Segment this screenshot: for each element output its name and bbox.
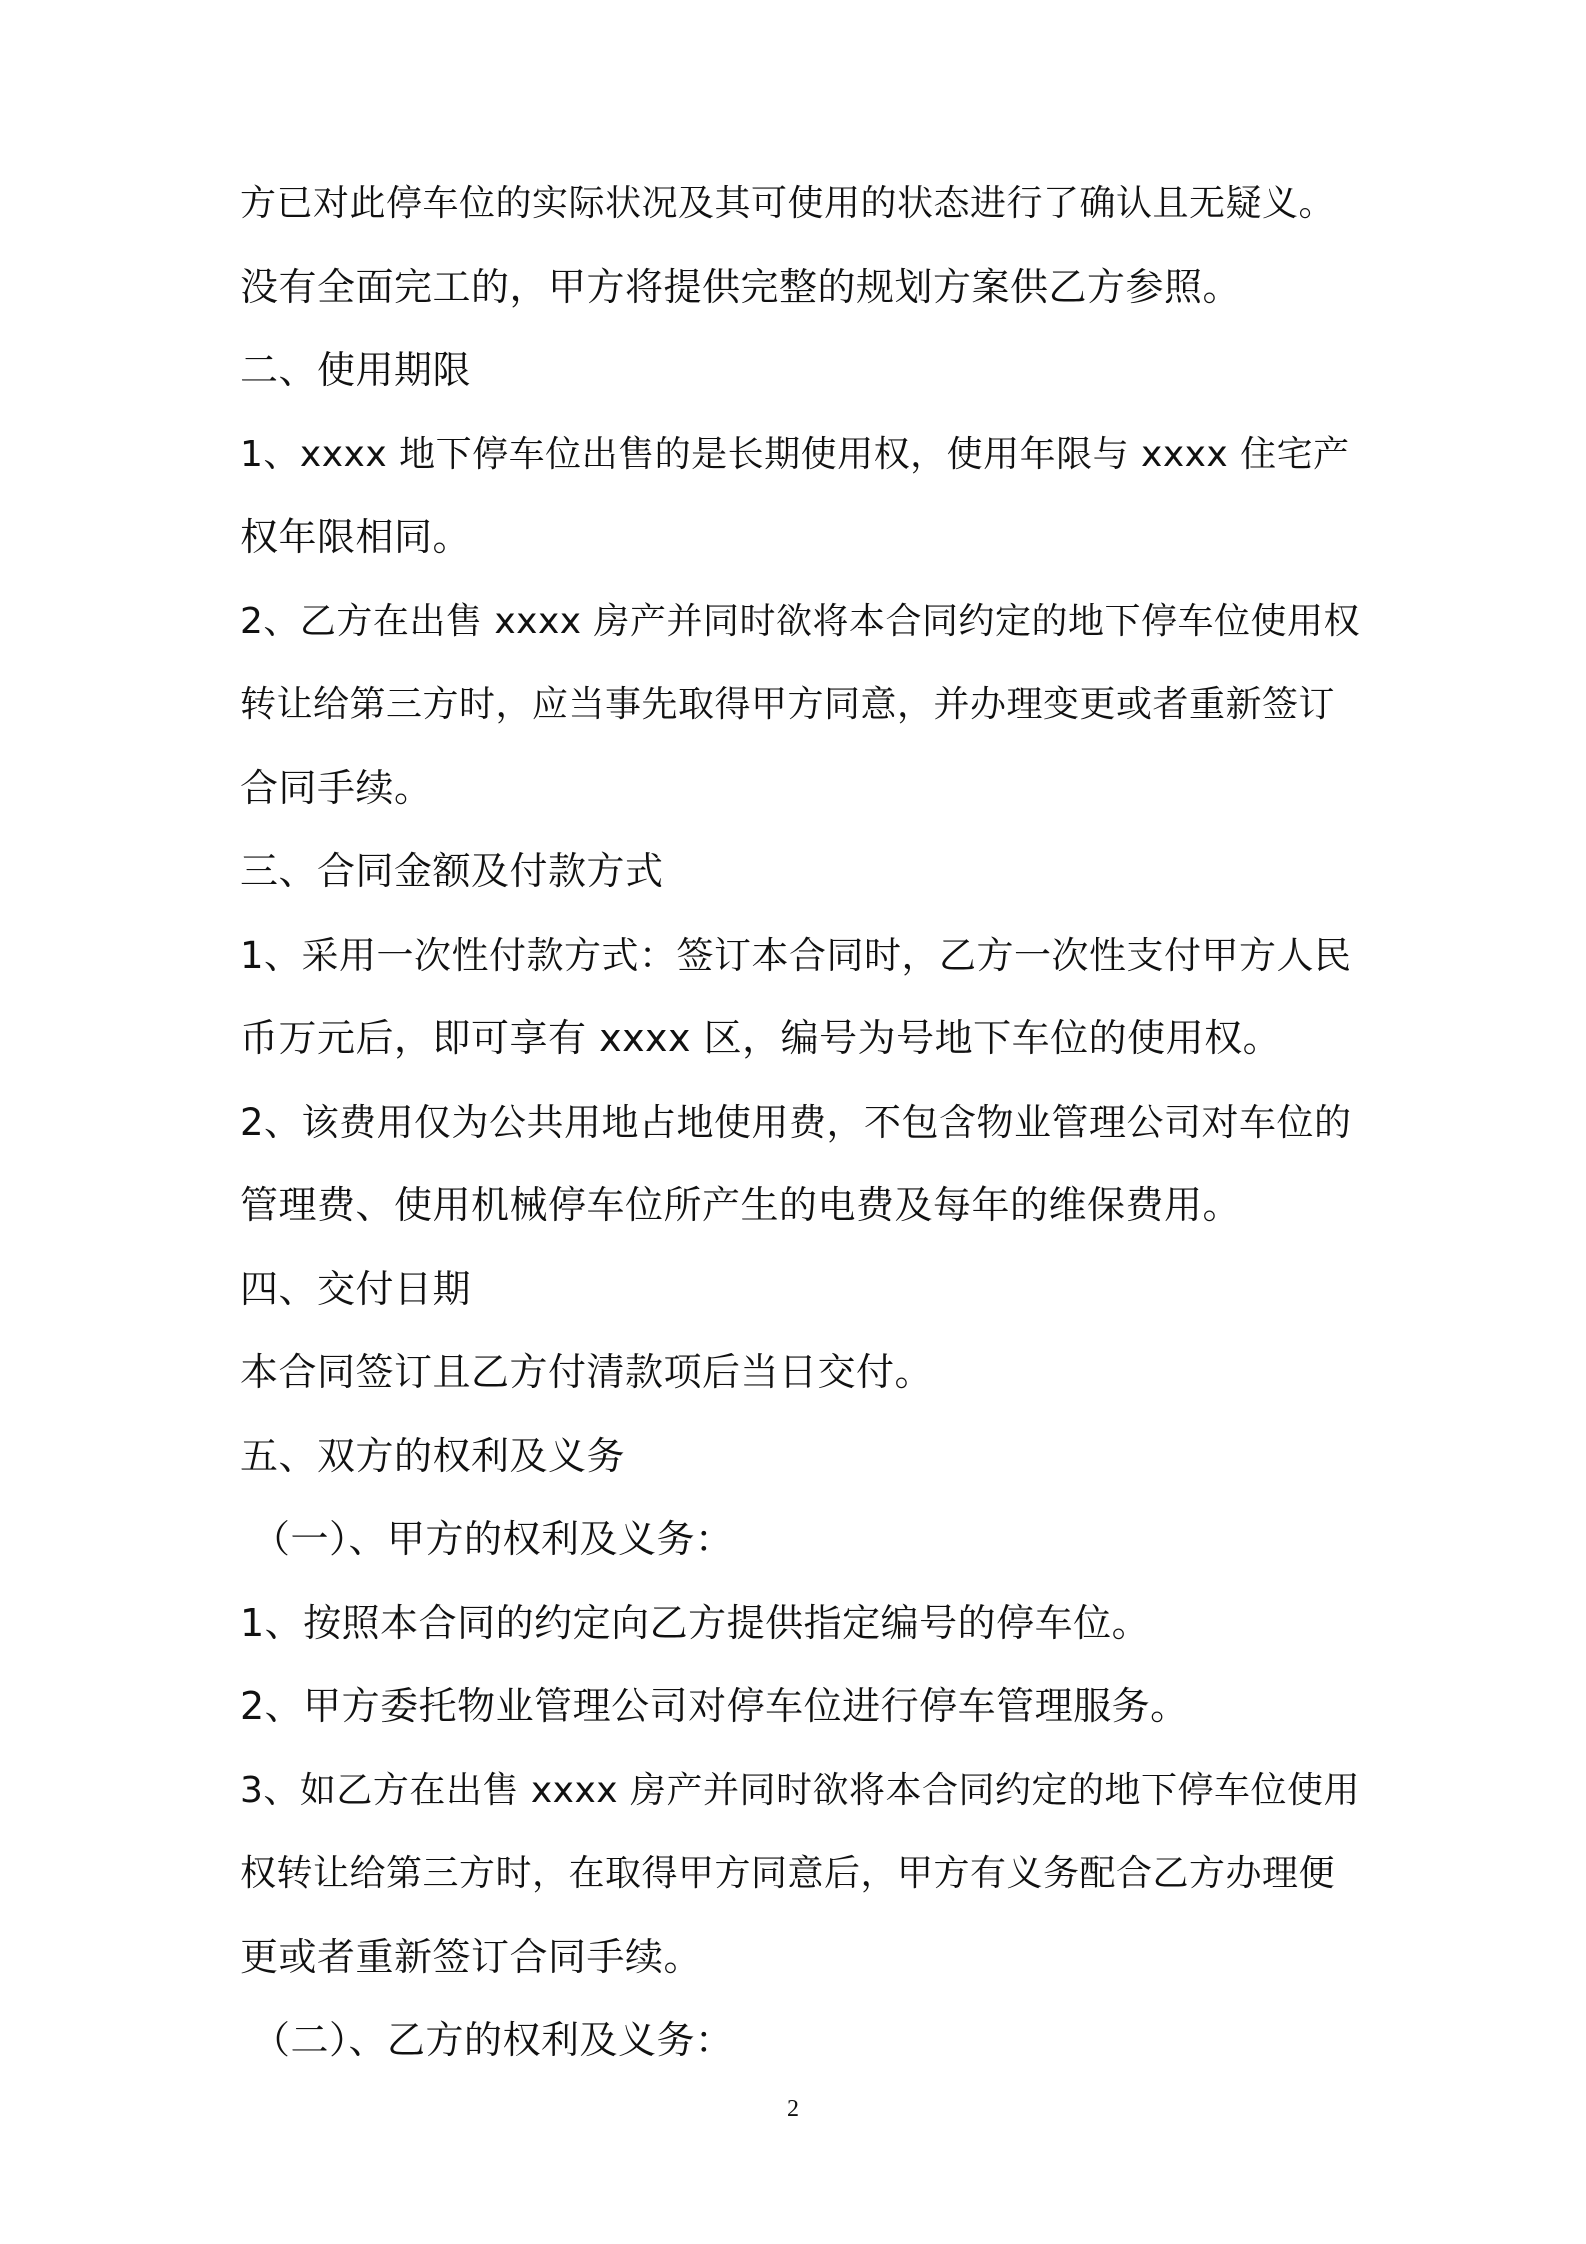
text-line: 1、采用一次性付款方式：签订本合同时，乙方一次性支付甲方人民 bbox=[240, 933, 1352, 977]
document-body bbox=[240, 162, 1360, 2083]
text-line: 本合同签订且乙方付清款项后当日交付。 bbox=[240, 1350, 934, 1394]
subsection-heading: （二）、乙方的权利及义务： bbox=[252, 2018, 734, 2062]
text-line: 1、按照本合同的约定向乙方提供指定编号的停车位。 bbox=[240, 1600, 1151, 1645]
text-line: 管理费、使用机械停车位所产生的电费及每年的维保费用。 bbox=[240, 1183, 1242, 1227]
text-line: 1、xxxx 地下停车位出售的是长期使用权，使用年限与 xxxx 住宅产 bbox=[240, 433, 1350, 475]
text-line: 2、该费用仅为公共用地占地使用费，不包含物业管理公司对车位的 bbox=[240, 1100, 1352, 1144]
text-line: 币万元后，即可享有 xxxx 区，编号为号地下车位的使用权。 bbox=[240, 1016, 1282, 1060]
text-line: 没有全面完工的，甲方将提供完整的规划方案供乙方参照。 bbox=[240, 264, 1242, 309]
section-heading: 四、交付日期 bbox=[240, 1266, 472, 1311]
text-line: 权转让给第三方时，在取得甲方同意后，甲方有义务配合乙方办理便 bbox=[240, 1853, 1336, 1894]
text-line: 转让给第三方时，应当事先取得甲方同意，并办理变更或者重新签订 bbox=[240, 684, 1336, 725]
text-line: 2、乙方在出售 xxxx 房产并同时欲将本合同约定的地下停车位使用权 bbox=[240, 600, 1361, 642]
text-line: 权年限相同。 bbox=[240, 515, 472, 559]
section-heading: 二、使用期限 bbox=[240, 348, 472, 392]
text-line: 2、甲方委托物业管理公司对停车位进行停车管理服务。 bbox=[240, 1684, 1189, 1728]
page-number: 2 bbox=[787, 2096, 799, 2122]
text-line: 更或者重新签订合同手续。 bbox=[240, 1934, 703, 1979]
text-line: 方已对此停车位的实际状况及其可使用的状态进行了确认且无疑义。 bbox=[240, 183, 1336, 224]
text-line: 3、如乙方在出售 xxxx 房产并同时欲将本合同约定的地下停车位使用 bbox=[240, 1769, 1361, 1811]
text-line: 合同手续。 bbox=[240, 765, 433, 810]
subsection-heading: （一）、甲方的权利及义务： bbox=[252, 1517, 734, 1561]
section-heading: 三、合同金额及付款方式 bbox=[240, 849, 664, 893]
section-heading: 五、双方的权利及义务 bbox=[240, 1433, 626, 1478]
